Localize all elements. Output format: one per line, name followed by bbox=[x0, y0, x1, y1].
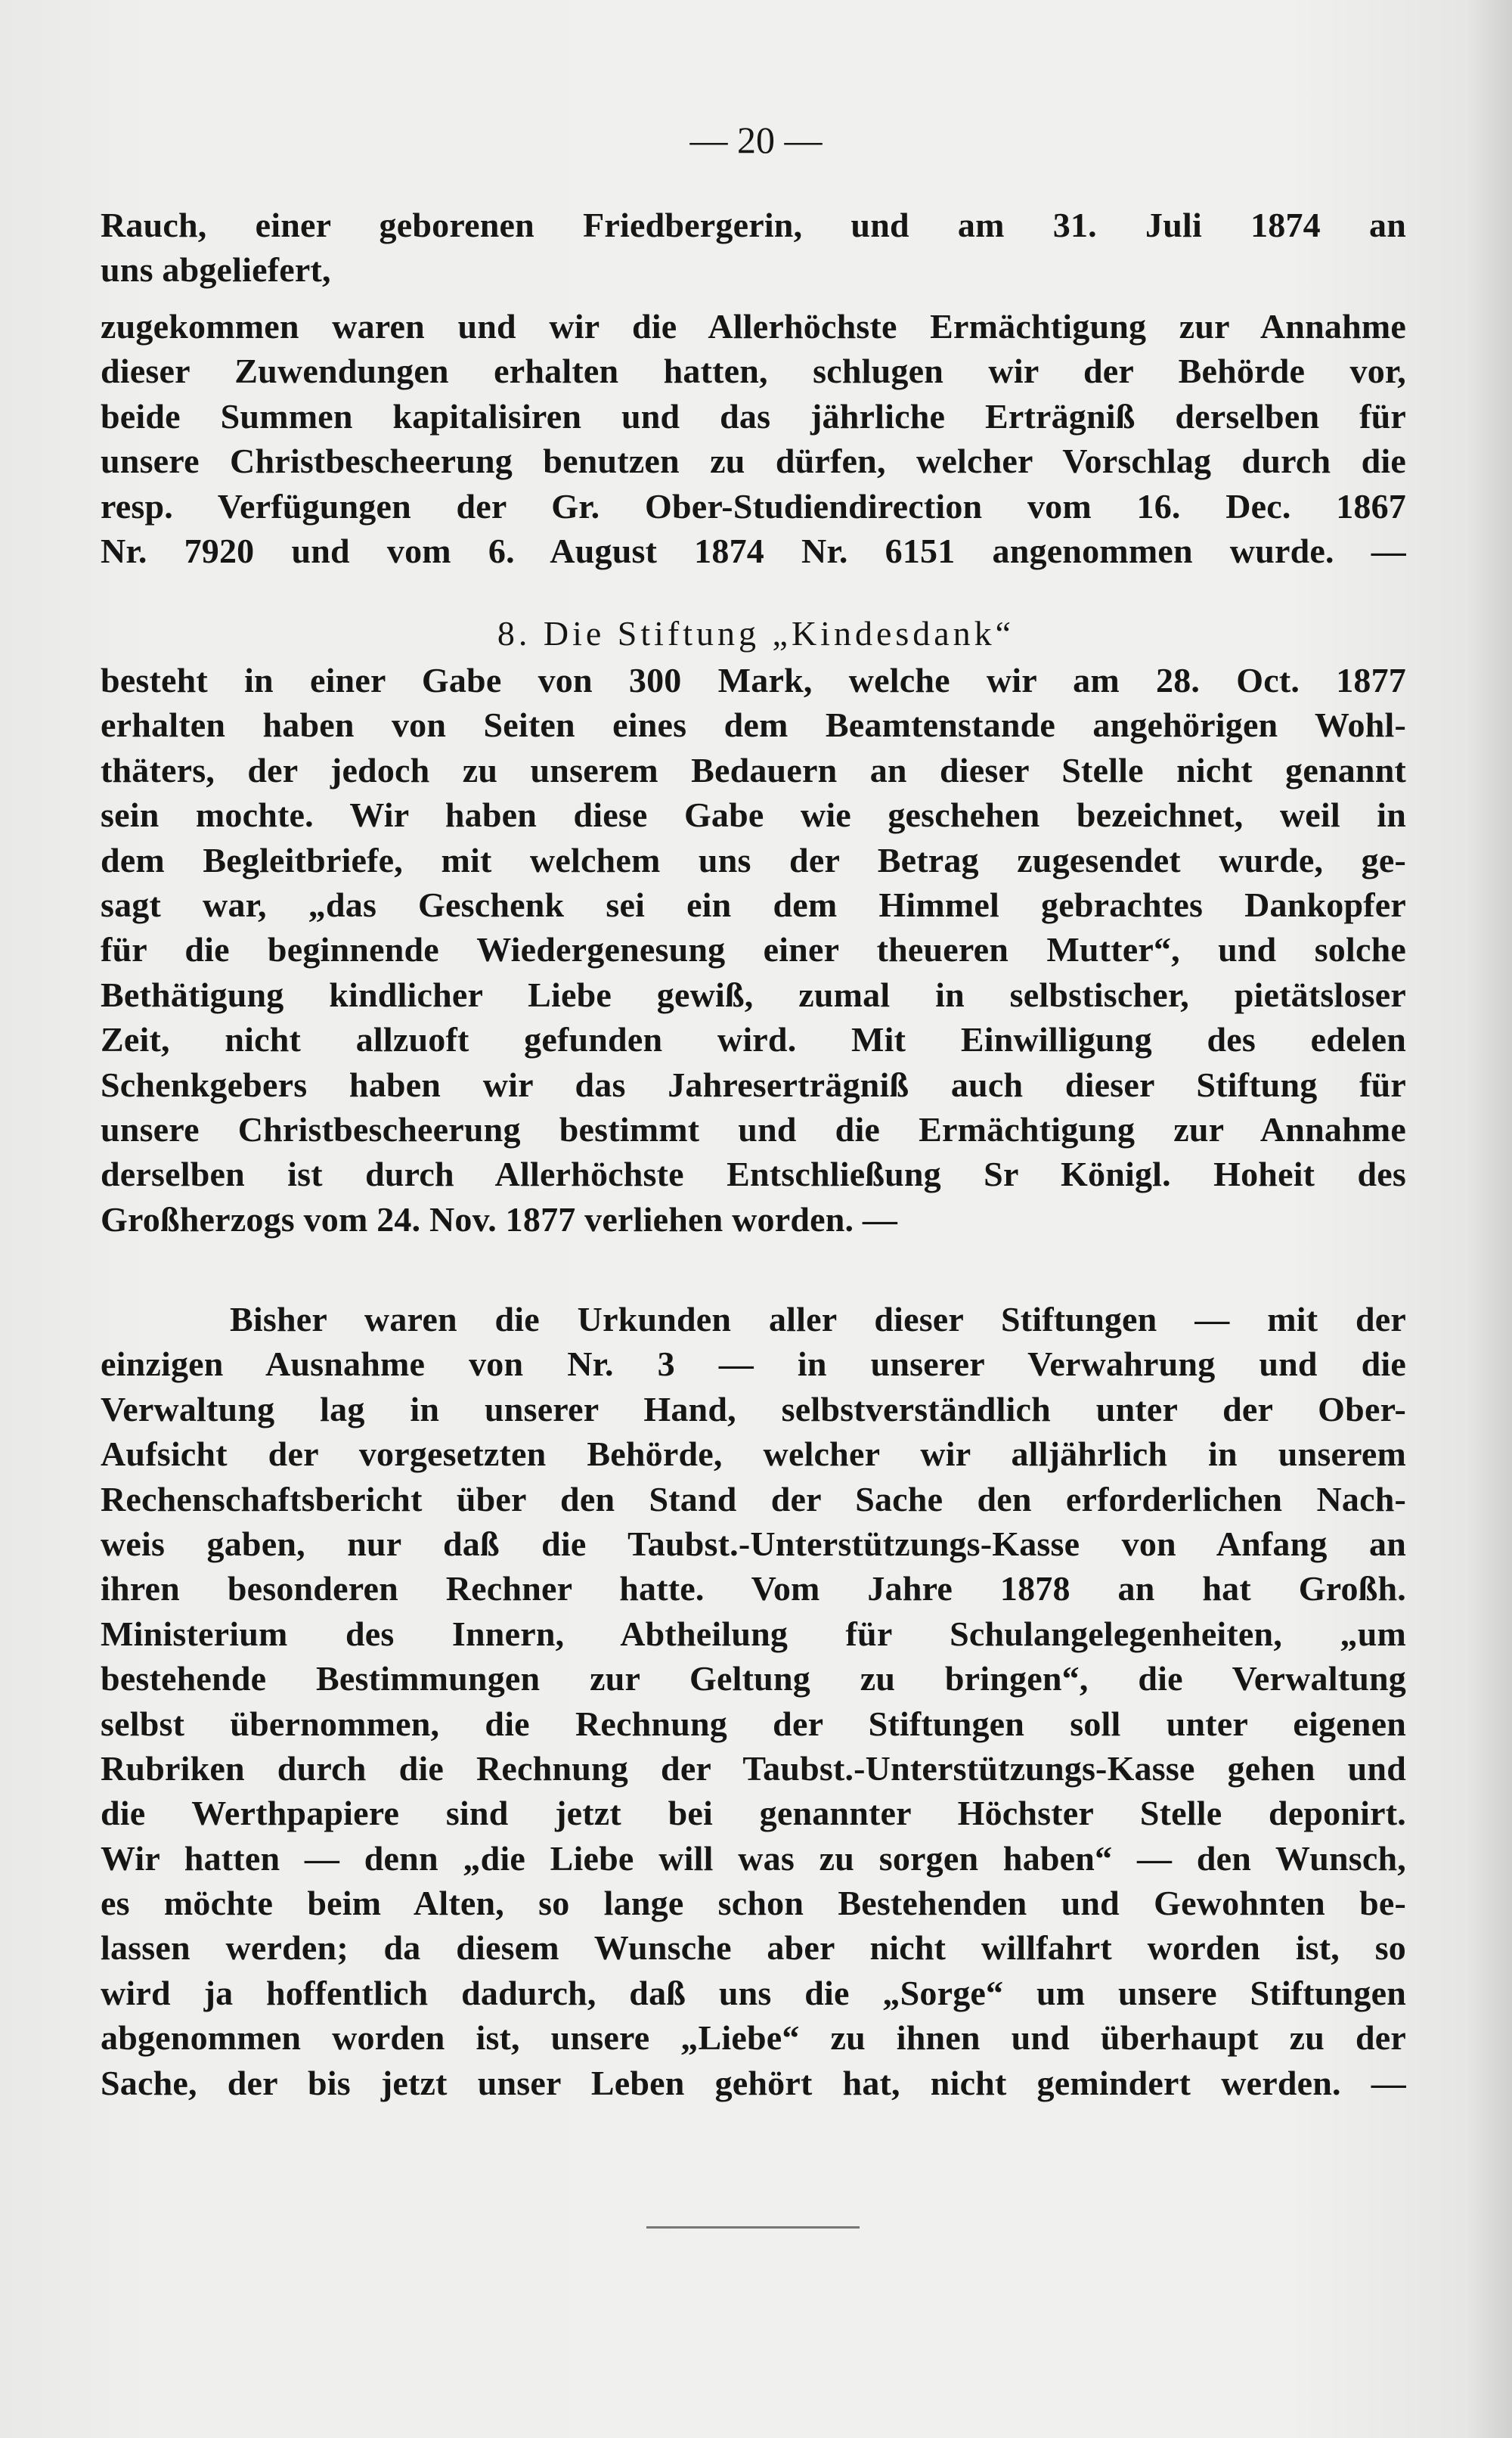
text-line: dieser Zuwendungen erhalten hatten, schlugen wir der Behörde vor, bbox=[101, 352, 1406, 391]
section-heading: 8. Die Stiftung „Kindesdank“ bbox=[497, 614, 1015, 653]
text-line: Aufsicht der vorgesetzten Behörde, welcher wir alljährlich in unserem bbox=[101, 1435, 1406, 1474]
text-line: ihren besonderen Rechner hatte. Vom Jahre 1878 an hat Großh. bbox=[101, 1569, 1406, 1608]
text-line: bestehende Bestimmungen zur Geltung zu bringen“, die Verwaltung bbox=[101, 1659, 1406, 1698]
text-line: thäters, der jedoch zu unserem Bedauern an dieser Stelle nicht genannt bbox=[101, 750, 1406, 789]
text-line: besteht in einer Gabe von 300 Mark, welche wir am 28. Oct. 1877 bbox=[101, 661, 1406, 699]
text-line: unsere Christbescheerung bestimmt und die Ermächtigung zur Annahme bbox=[101, 1109, 1406, 1149]
text-line: zugekommen waren und wir die Allerhöchste Ermächtigung zur Annahme bbox=[101, 307, 1406, 346]
text-line: Bethätigung kindlicher Liebe gewiß, zumal in selbstischer, pietätsloser bbox=[101, 975, 1406, 1014]
text-line: erhalten haben von Seiten eines dem Beamtenstande angehörigen Wohl- bbox=[101, 706, 1406, 745]
text-line: selbst übernommen, die Rechnung der Stiftungen soll unter eigenen bbox=[101, 1704, 1406, 1743]
text-line: Rechenschaftsbericht über den Stand der Sache den erforderlichen Nach- bbox=[101, 1479, 1406, 1518]
text-line: weis gaben, nur daß die Taubst.-Unterstützungs-Kasse von Anfang an bbox=[101, 1524, 1406, 1563]
text-line: für die beginnende Wiedergenesung einer theueren Mutter“, und solche bbox=[101, 930, 1406, 969]
text-line: Ministerium des Innern, Abtheilung für Schulangelegenheiten, „um bbox=[101, 1614, 1406, 1653]
text-line: dem Begleitbriefe, mit welchem uns der Betrag zugesendet wurde, ge- bbox=[101, 840, 1406, 879]
text-line: derselben ist durch Allerhöchste Entschließung Sr Königl. Hoheit des bbox=[101, 1155, 1406, 1194]
text-line: Verwaltung lag in unserer Hand, selbstverständlich unter der Ober- bbox=[101, 1389, 1406, 1428]
text-line: Großherzogs vom 24. Nov. 1877 verliehen worden. — bbox=[101, 1199, 898, 1239]
paragraph-administration bbox=[101, 1297, 1406, 2105]
text-line: Rubriken durch die Rechnung der Taubst.-Unterstützungs-Kasse gehen und bbox=[101, 1748, 1406, 1788]
text-line: Zeit, nicht allzuoft gefunden wird. Mit Einwilligung des edelen bbox=[101, 1020, 1406, 1059]
text-line: Schenkgebers haben wir das Jahreserträgniß auch dieser Stiftung für bbox=[101, 1065, 1406, 1104]
paragraph-kindesdank bbox=[101, 658, 1406, 1242]
text-line: abgenommen worden ist, unsere „Liebe“ zu ihnen und überhaupt zu der bbox=[101, 2018, 1406, 2058]
paragraph-foundation-7-end bbox=[101, 304, 1406, 573]
text-line: sagt war, „das Geschenk sei ein dem Himmel gebrachtes Dankopfer bbox=[101, 885, 1406, 924]
text-line: unsere Christbescheerung benutzen zu dürfen, welcher Vorschlag durch die bbox=[101, 442, 1406, 481]
text-line: sein mochte. Wir haben diese Gabe wie geschehen bezeichnet, weil in bbox=[101, 796, 1406, 835]
text-line: lassen werden; da diesem Wunsche aber nicht willfahrt worden ist, so bbox=[101, 1928, 1406, 1968]
text-line: beide Summen kapitalisiren und das jährliche Erträgniß derselben für bbox=[101, 396, 1406, 436]
text-line: es möchte beim Alten, so lange schon Bestehenden und Gewohnten be- bbox=[101, 1884, 1406, 1923]
text-line: einzigen Ausnahme von Nr. 3 — in unserer Verwahrung und die bbox=[101, 1345, 1406, 1384]
text-line: Rauch, einer geborenen Friedbergerin, und am 31. Juli 1874 an bbox=[101, 206, 1406, 244]
text-line: die Werthpapiere sind jetzt bei genannter Höchster Stelle deponirt. bbox=[101, 1794, 1406, 1833]
text-line: Nr. 7920 und vom 6. August 1874 Nr. 6151 angenommen wurde. — bbox=[101, 531, 1406, 570]
text-line: Bisher waren die Urkunden aller dieser Stiftungen — mit der bbox=[230, 1300, 1406, 1338]
text-line: Wir hatten — denn „die Liebe will was zu sorgen haben“ — den Wunsch, bbox=[101, 1838, 1406, 1878]
text-line: wird ja hoffentlich dadurch, daß uns die „Sorge“ um unsere Stiftungen bbox=[101, 1973, 1406, 2012]
page-number: — 20 — bbox=[689, 119, 823, 161]
footer-rule bbox=[646, 2226, 860, 2229]
text-line: uns abgeliefert, bbox=[101, 250, 331, 290]
text-line: resp. Verfügungen der Gr. Ober-Studiendirection vom 16. Dec. 1867 bbox=[101, 486, 1406, 526]
paragraph-continuation bbox=[101, 203, 1406, 293]
text-line: Sache, der bis jetzt unser Leben gehört hat, nicht gemindert werden. — bbox=[101, 2063, 1406, 2102]
